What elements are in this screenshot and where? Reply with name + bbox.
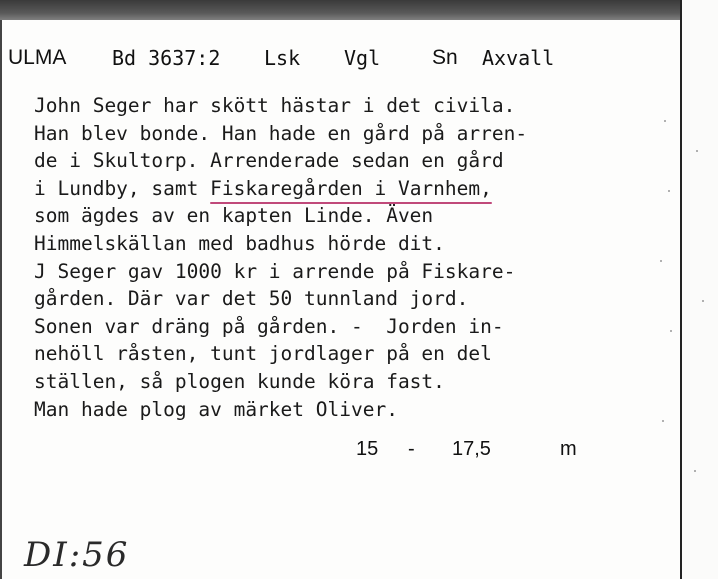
measurement-unit: m [560, 438, 577, 460]
field-sn-label: Sn [432, 46, 458, 69]
body-line: ställen, så plogen kunde köra fast. [34, 369, 445, 393]
body-line: Han blev bonde. Han hade en gård på arren- [34, 121, 528, 145]
field-vgl: Vgl [344, 46, 381, 70]
archive-code: ULMA [8, 46, 67, 69]
body-line: J Seger gav 1000 kr i arrende på Fiskare- [34, 259, 516, 283]
body-line: Himmelskällan med badhus hörde dit. [34, 231, 445, 255]
scan-border-right [680, 0, 718, 579]
body-line: Man hade plog av märket Oliver. [34, 397, 398, 421]
measurement-to: 17,5 [452, 438, 491, 460]
card-body [34, 92, 527, 423]
measurement-from: 15 [356, 438, 379, 460]
record-number: Bd 3637:2 [112, 46, 221, 70]
field-lsk: Lsk [264, 46, 301, 70]
body-line: som ägdes av en kapten Linde. Även [34, 204, 434, 228]
body-line-with-underline [34, 175, 527, 203]
body-line: de i Skultorp. Arrenderade sedan en gård [34, 149, 504, 173]
body-line: gården. Där var det 50 tunnland jord. [34, 287, 469, 311]
body-line-start: i Lundby, samt [34, 176, 211, 200]
body-line: Sonen var dräng på gården. - Jorden in- [34, 314, 504, 338]
measurement-dash: - [408, 438, 415, 460]
scan-border-top [0, 0, 718, 22]
parish-name: Axvall [482, 46, 555, 70]
handwritten-signature: DI:56 [24, 535, 130, 575]
body-line: John Seger har skött hästar i det civila. [34, 94, 516, 117]
body-line: nehöll råsten, tunt jordlager på en del [34, 342, 492, 366]
underlined-place: Fiskaregården i Varnhem, [210, 176, 492, 200]
